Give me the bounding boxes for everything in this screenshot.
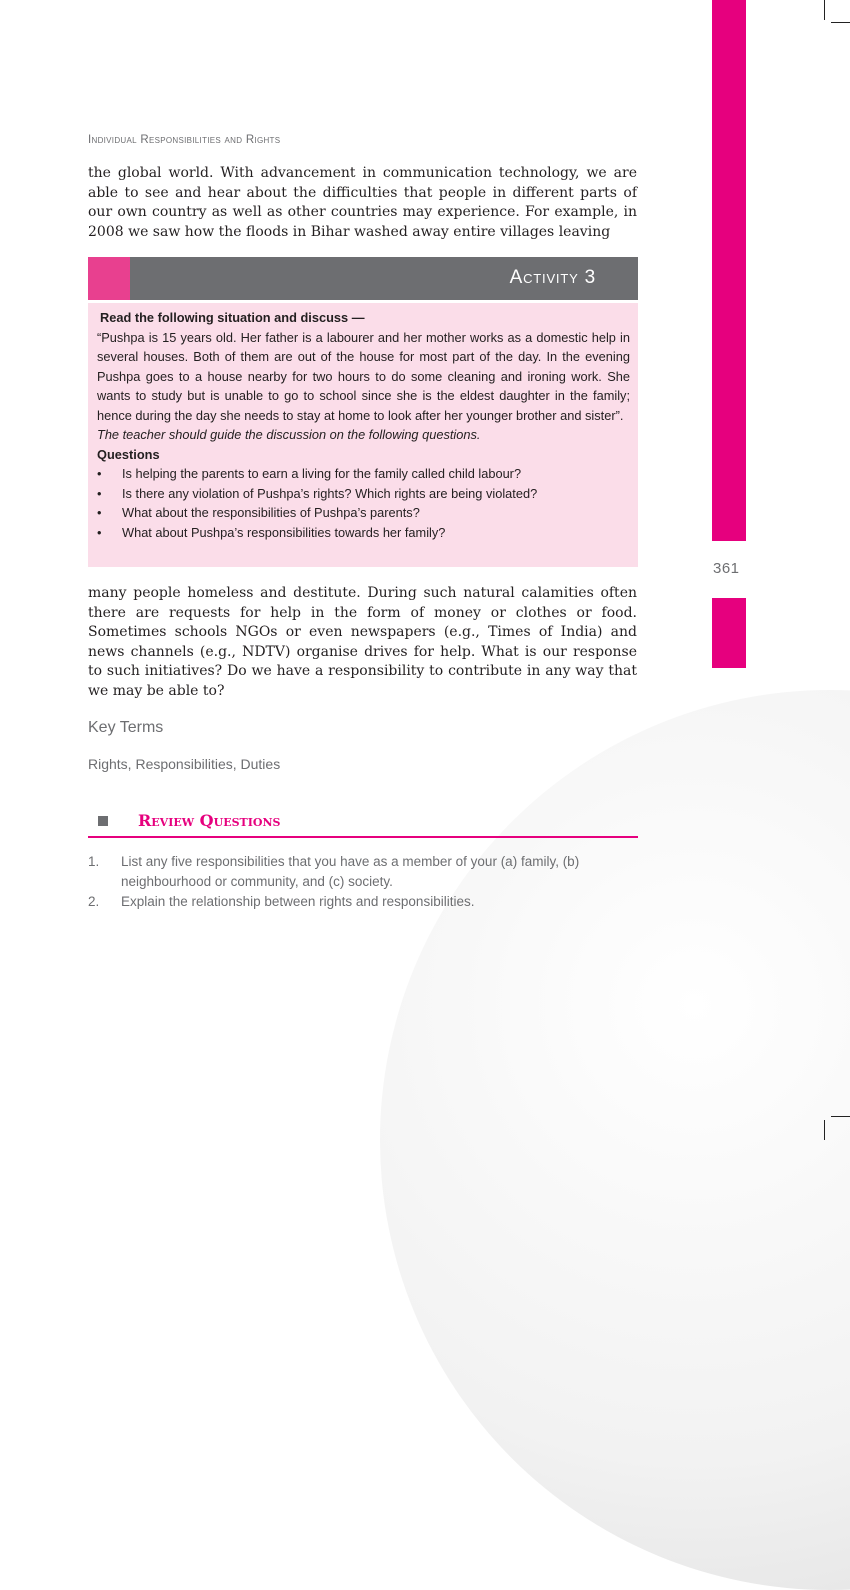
review-questions-list <box>88 852 628 912</box>
body-paragraph-1: the global world. With advancement in communication technology, we are able to see and hear about the difficulties that people in different parts of our own country as well as other countries may experience. For example, in 2008 we saw how the floods in Bihar washed away entire villages leaving <box>88 165 637 240</box>
questions-list <box>97 464 630 542</box>
key-terms-text: Rights, Responsibilities, Duties <box>88 756 281 772</box>
key-terms-heading: Key Terms <box>88 719 164 736</box>
bullet: • <box>97 466 102 481</box>
body-paragraph-2: many people homeless and destitute. During such natural calamities often there are requests for help in the form of money or clothes or food. Sometimes schools NGOs or even newspapers (e.g., Times of India) and news channels (e.g., NDTV) organise drives for help. What is our response to such initiatives? Do we have a responsibility to contribute in any way that we may be able to? <box>88 585 637 699</box>
activity-lead: Read the following situation and discuss — <box>100 310 365 325</box>
question-text: List any five responsibilities that you have as a member of your (a) family, (b) neighbourhood or community, and (c) society. <box>121 854 580 889</box>
crop-mark <box>824 0 825 20</box>
question-item <box>97 464 630 484</box>
crop-mark <box>824 1120 825 1140</box>
question-text: What about Pushpa’s responsibilities towards her family? <box>122 524 446 540</box>
page-number: 361 <box>713 560 740 577</box>
question-text: Explain the relationship between rights and responsibilities. <box>121 894 475 909</box>
question-text: What about the responsibilities of Pushpa’s parents? <box>122 505 420 520</box>
review-question <box>88 852 628 892</box>
activity-marker <box>88 257 130 300</box>
question-item <box>97 503 630 523</box>
activity-header <box>88 257 638 300</box>
running-header: Individual Responsibilities and Rights <box>88 134 281 146</box>
review-question <box>88 892 628 912</box>
bullet: • <box>97 505 102 520</box>
crop-mark <box>831 1116 850 1117</box>
question-text: Is helping the parents to earn a living for the family called child labour? <box>122 466 522 481</box>
side-bar-top <box>712 0 746 541</box>
question-text: Is there any violation of Pushpa’s rights? Which rights are being violated? <box>122 485 538 501</box>
activity-box <box>88 303 638 567</box>
question-item <box>97 484 630 504</box>
heading-square-icon <box>98 816 108 826</box>
activity-story: “Pushpa is 15 years old. Her father is a labourer and her mother works as a domestic help in several houses. Both of them are out of the house for most part of the day. In the evening Pushpa goes to a house nearby for two hours to do some cleaning and ironing work. She wants to study but is unable to go to school since she is the eldest daughter in the family; hence during the day she needs to stay at home to look after her younger brother and sister”. <box>97 329 630 423</box>
question-item <box>97 523 630 543</box>
question-number: 2. <box>88 894 100 909</box>
teacher-note: The teacher should guide the discussion on the following questions. <box>97 427 481 442</box>
crop-mark <box>831 22 850 23</box>
side-bar-bottom <box>712 598 746 668</box>
bullet: • <box>97 524 102 540</box>
review-title: Review Questions <box>138 811 281 830</box>
question-number: 1. <box>88 854 100 869</box>
bullet: • <box>97 485 102 501</box>
questions-heading: Questions <box>97 446 160 462</box>
activity-title: Activity 3 <box>509 267 596 288</box>
review-questions-heading <box>88 808 638 838</box>
